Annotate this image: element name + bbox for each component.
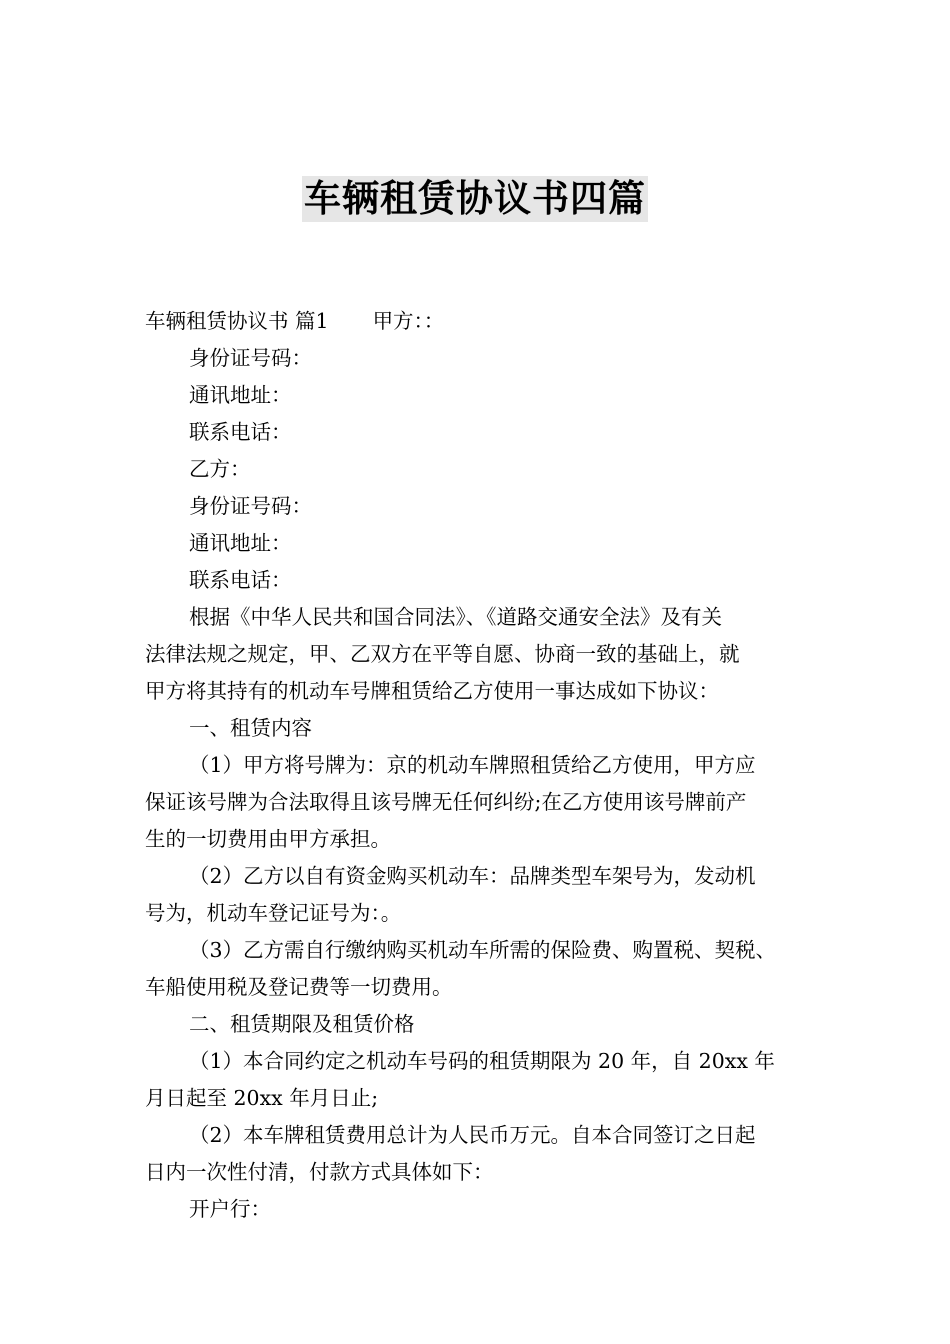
paragraph-line: 日内一次性付清，付款方式具体如下： xyxy=(145,1160,494,1184)
paragraph-line: 根据《中华人民共和国合同法》、《道路交通安全法》及有关 xyxy=(189,605,722,629)
party-b-id-line: 身份证号码： xyxy=(189,494,312,518)
section-heading-line xyxy=(145,303,817,340)
paragraph-line: （3）乙方需自行缴纳购买机动车所需的保险费、购置税、契税、 xyxy=(189,938,777,962)
paragraph-line: 月日起至 20xx 年月日止; xyxy=(145,1086,379,1110)
party-a-id-line: 身份证号码： xyxy=(189,346,312,370)
paragraph-line: 法律法规之规定，甲、乙双方在平等自愿、协商一致的基础上，就 xyxy=(145,642,740,666)
paragraph-line: 车船使用税及登记费等一切费用。 xyxy=(145,975,453,999)
clause-heading: 二、租赁期限及租赁价格 xyxy=(189,1012,415,1036)
bank-line: 开户行： xyxy=(189,1197,271,1221)
party-a-phone-line: 联系电话： xyxy=(189,420,292,444)
paragraph-line: 甲方将其持有的机动车号牌租赁给乙方使用一事达成如下协议： xyxy=(145,679,719,703)
paragraph-line: （1）本合同约定之机动车号码的租赁期限为 20 年，自 20xx 年 xyxy=(189,1049,775,1073)
paragraph-line: 号为，机动车登记证号为：。 xyxy=(145,901,402,925)
paragraph-line: 保证该号牌为合法取得且该号牌无任何纠纷;在乙方使用该号牌前产 xyxy=(145,790,747,814)
title-wrap xyxy=(0,176,950,222)
party-b-address-line: 通讯地址： xyxy=(189,531,292,555)
paragraph-line: （1）甲方将号牌为：京的机动车牌照租赁给乙方使用，甲方应 xyxy=(189,753,756,777)
party-b-line: 乙方： xyxy=(189,457,251,481)
party-a-label: 甲方：： xyxy=(372,309,445,333)
paragraph-line: （2）乙方以自有资金购买机动车：品牌类型车架号为，发动机 xyxy=(189,864,756,888)
document-body xyxy=(145,303,817,1228)
party-b-phone-line: 联系电话： xyxy=(189,568,292,592)
document-title: 车辆租赁协议书四篇 xyxy=(304,177,646,220)
party-a-address-line: 通讯地址： xyxy=(189,383,292,407)
section-heading: 车辆租赁协议书 篇1 xyxy=(145,309,329,333)
paragraph-line: （2）本车牌租赁费用总计为人民币万元。自本合同签订之日起 xyxy=(189,1123,756,1147)
clause-heading: 一、租赁内容 xyxy=(189,716,312,740)
paragraph-line: 生的一切费用由甲方承担。 xyxy=(145,827,391,851)
